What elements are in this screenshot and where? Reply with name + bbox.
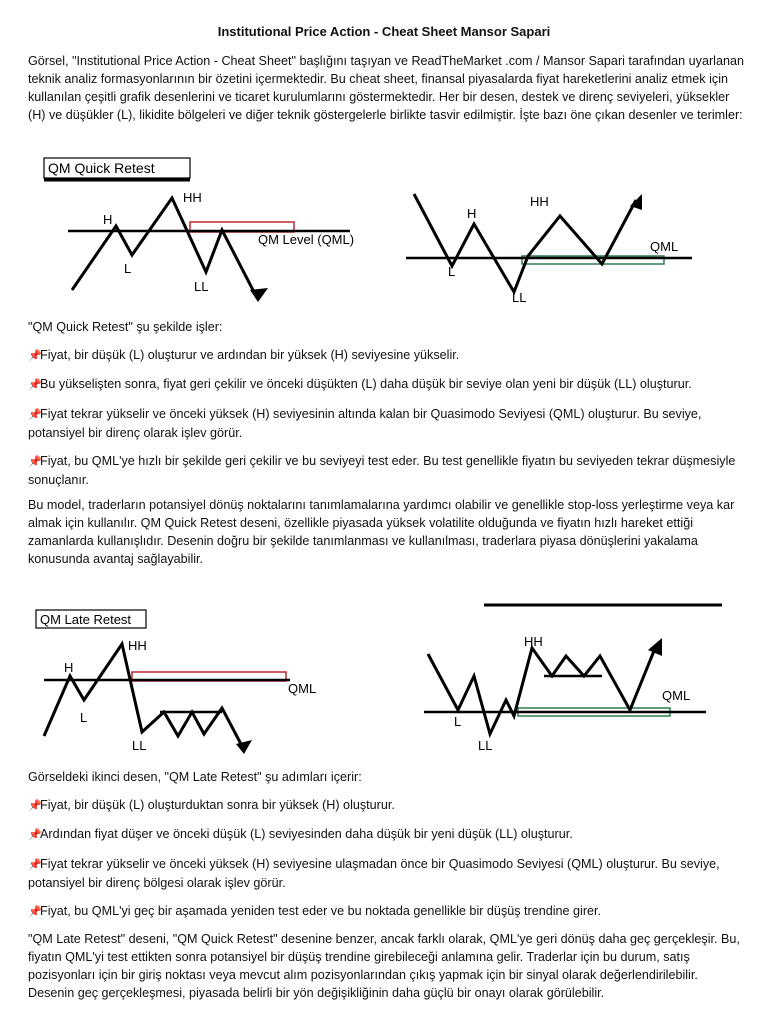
pushpin-icon: 📌: [28, 379, 42, 391]
label-ll-right: LL: [512, 290, 527, 305]
label-l-right2: L: [454, 714, 462, 729]
label-h-left: H: [103, 212, 113, 227]
label-hh-left: HH: [183, 190, 202, 205]
pushpin-icon: 📌: [28, 409, 42, 421]
quick-retest-label: QM Quick Retest: [48, 160, 155, 176]
label-h-right: H: [467, 206, 477, 221]
label-qml-right2: QML: [662, 688, 691, 703]
qm-late-retest-diagram: [0, 596, 768, 766]
price-path-right2: [428, 646, 656, 734]
label-l-left: L: [124, 261, 132, 276]
label-qml-right: QML: [650, 239, 679, 254]
pushpin-icon: 📌: [28, 859, 42, 871]
price-path-left: [72, 198, 254, 292]
quick-bullet-3: 📌Fiyat tekrar yükselir ve önceki yüksek (H) seviyesinin altında kalan bir Quasimodo Seviyesi (QML) oluşturur. Bu seviye, potansiyel bir direnç olarak işlev görür.: [28, 407, 702, 440]
page-title: Institutional Price Action - Cheat Sheet Mansor Sapari: [217, 24, 551, 39]
late-bullet-2: 📌Ardından fiyat düşer ve önceki düşük (L) seviyesinden daha düşük bir yeni düşük (LL) oluşturur.: [28, 825, 744, 844]
label-ll-left2: LL: [132, 738, 147, 753]
late-retest-label: QM Late Retest: [40, 612, 132, 627]
quick-bullet-4: 📌Fiyat, bu QML'ye hızlı bir şekilde geri çekilir ve bu seviyeyi test eder. Bu test genellikle fiyatın bu seviyeden tekrar düşmesiyle sonuçlanır.: [28, 454, 736, 487]
intro-paragraph: Görsel, "Institutional Price Action - Cheat Sheet" başlığını taşıyan ve ReadTheMarket .com / Mansor Sapari tarafından uyarlanan teknik analiz formasyonlarının bir özetini içermektedir. Bu cheat sheet, finansal piyasalarda fiyat hareketlerini analiz etmek için kullanılan çeşitli grafik desenlerini ve ticaret kurulumlarını göstermektedir. Her bir desen, destek ve direnç seviyeleri, yüksekler (H) ve düşükler (L), likidite bölgeleri ve diğer teknik göstergelerle birlikte tasvir edilmiştir. İşte bazı öne çıkan desenler ve terimler:: [28, 54, 744, 122]
up-arrow-right2: [648, 638, 662, 656]
quick-bullet-2: 📌Bu yükselişten sonra, fiyat geri çekilir ve önceki düşükten (L) daha düşük bir seviye olan yeni bir düşük (LL) oluşturur.: [28, 375, 744, 394]
label-l-left2: L: [80, 710, 88, 725]
label-qml-left2: QML: [288, 681, 317, 696]
quick-intro: "QM Quick Retest" şu şekilde işler:: [28, 320, 223, 334]
label-ll-left: LL: [194, 279, 209, 294]
label-hh-right2: HH: [524, 634, 543, 649]
label-hh-right: HH: [530, 194, 549, 209]
late-intro: Görseldeki ikinci desen, "QM Late Retest" şu adımları içerir:: [28, 770, 362, 784]
pushpin-icon: 📌: [28, 800, 42, 812]
label-qml-left: QM Level (QML): [258, 232, 355, 247]
price-path-left2: [44, 644, 242, 746]
label-h-left2: H: [64, 660, 74, 675]
label-hh-left2: HH: [128, 638, 147, 653]
quick-bullet-1: 📌Fiyat, bir düşük (L) oluşturur ve ardından bir yüksek (H) seviyesine yükselir.: [28, 346, 744, 365]
pushpin-icon: 📌: [28, 906, 42, 918]
pushpin-icon: 📌: [28, 456, 42, 468]
late-bullet-3: 📌Fiyat tekrar yükselir ve önceki yüksek (H) seviyesine ulaşmadan önce bir Quasimodo Seviyesi (QML) oluşturur. Bu seviye, potansiyel bir direnç bölgesi olarak işlev görür.: [28, 857, 720, 890]
label-l-right: L: [448, 264, 456, 279]
qm-quick-retest-diagram: [0, 150, 768, 310]
pushpin-icon: 📌: [28, 350, 42, 362]
quick-outro: Bu model, traderların potansiyel dönüş noktalarını tanımlamalarına yardımcı olabilir ve genellikle stop-loss yerleştirme veya kar almak için kullanılır. QM Quick Retest deseni, özellikle piyasada yüksek volatilite olduğunda ve fiyatın hızlı hareket ettiği zamanlarda kullanışlıdır. Desenin doğru bir şekilde tanımlanması ve kullanılması, traderlara piyasa dönüşlerini yakalama konusunda avantaj sağlayabilir.: [28, 498, 735, 566]
late-outro: "QM Late Retest" deseni, "QM Quick Retest" desenine benzer, ancak farklı olarak, QML'ye geri dönüş daha geç gerçekleşir. Bu, fiyatın QML'yi test ettikten sonra potansiyel bir düşüş trendine girebileceği anlamına gelir. Traderlar için bu durum, satış pozisyonları için bir giriş noktası veya mevcut alım pozisyonlarından çıkış yapmak için bir sinyal olarak değerlendirilebilir. Desenin geç gerçekleşmesi, piyasada belirli bir yön değişikliğinin daha güçlü bir onayı olarak görülebilir.: [28, 932, 740, 1000]
label-ll-right2: LL: [478, 738, 493, 753]
late-bullet-1: 📌Fiyat, bir düşük (L) oluşturduktan sonra bir yüksek (H) oluşturur.: [28, 796, 744, 815]
pushpin-icon: 📌: [28, 829, 42, 841]
down-arrow-left: [250, 288, 268, 302]
late-bullet-4: 📌Fiyat, bu QML'yi geç bir aşamada yeniden test eder ve bu noktada genellikle bir düşüş trendine girer.: [28, 902, 744, 921]
